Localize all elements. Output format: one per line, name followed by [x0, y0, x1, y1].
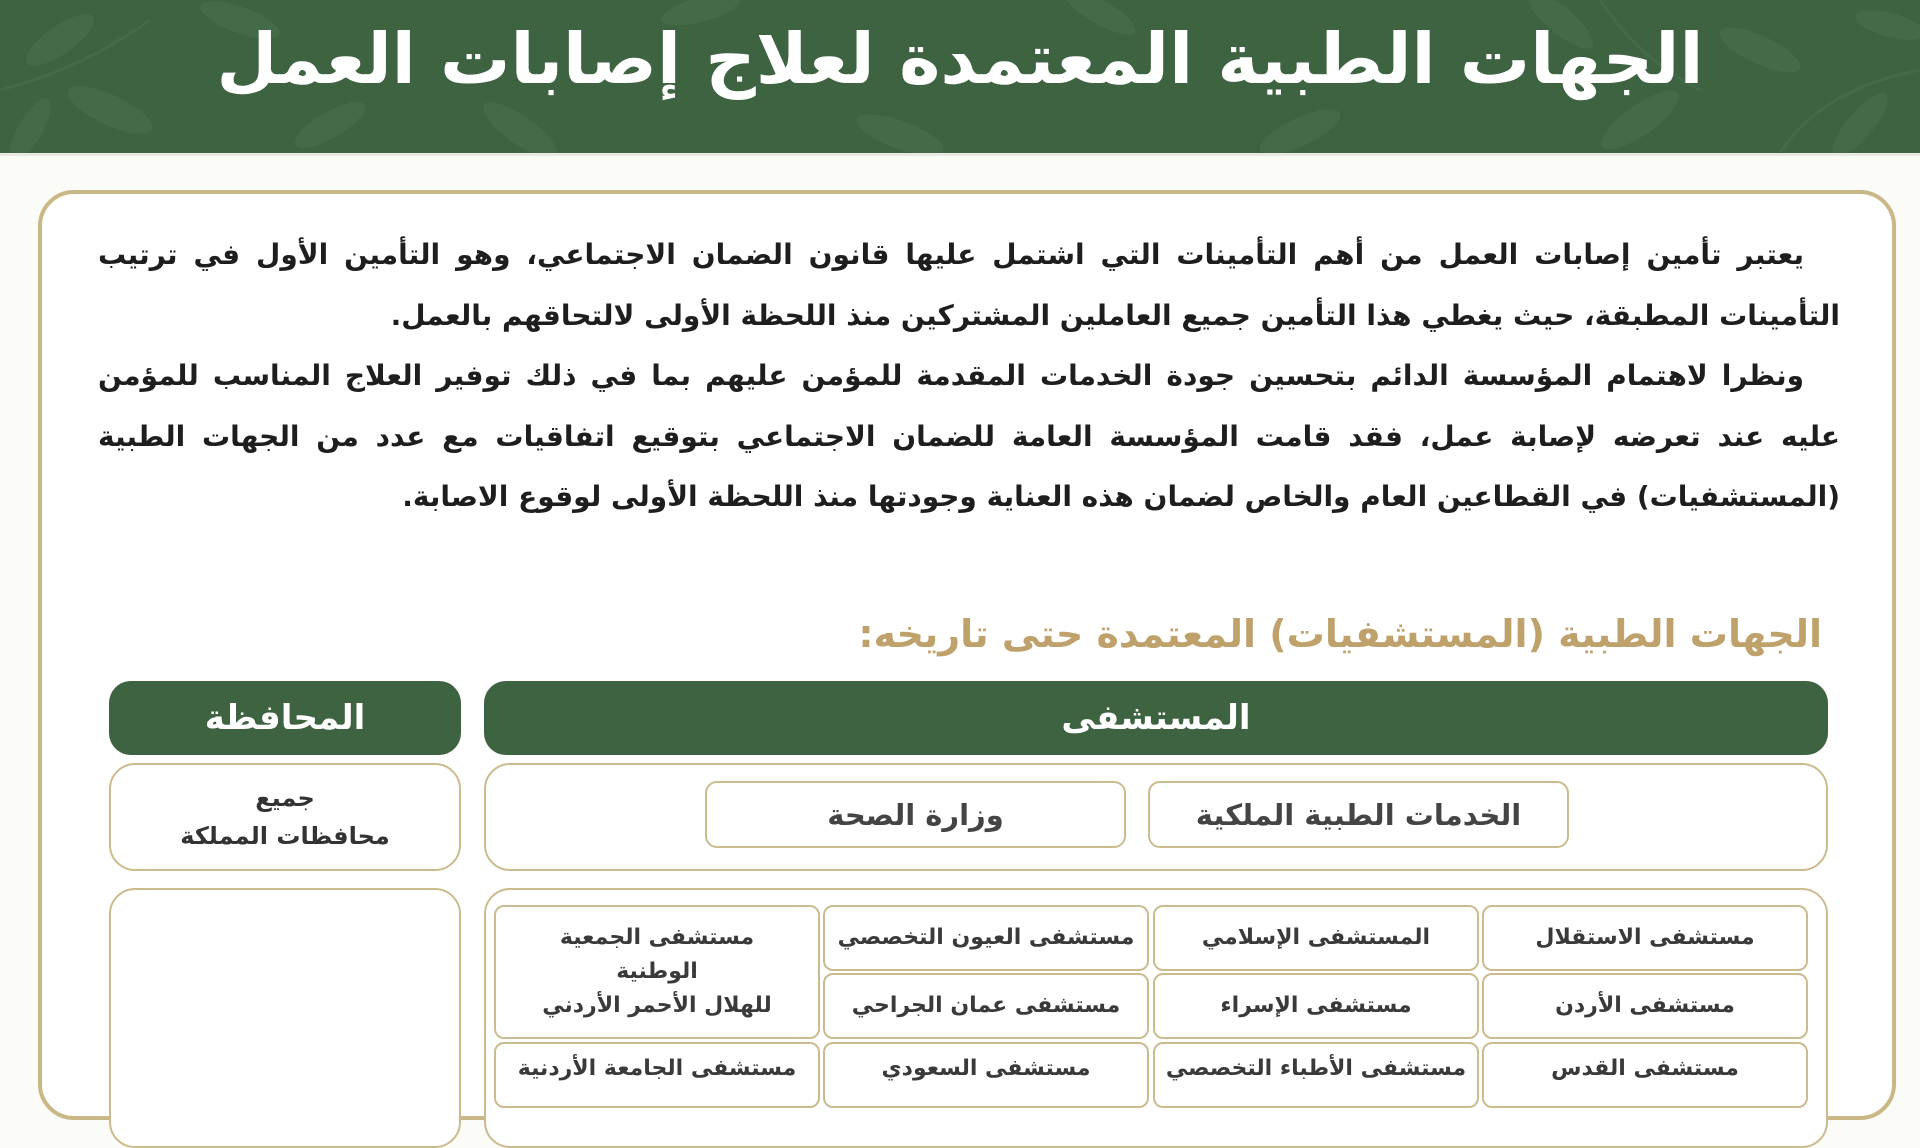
hospital-cell: مستشفى الاستقلال	[1482, 905, 1808, 971]
header-banner	[0, 0, 1920, 156]
hospital-cell: مستشفى العيون التخصصي	[823, 905, 1149, 971]
hospital-cell: مستشفى السعودي	[823, 1042, 1149, 1108]
page-title: الجهات الطبية المعتمدة لعلاج إصابات العمل	[216, 18, 1704, 100]
hospital-cell: مستشفى الأطباء التخصصي	[1153, 1042, 1479, 1108]
intro-paragraph-2: ونظرا لاهتمام المؤسسة الدائم بتحسين جودة الخدمات المقدمة للمؤمن عليهم بما في ذلك توفير العلاج المناسب للمؤمن عليه عند تعرضه لإصابة عمل، فقد قامت المؤسسة العامة للضمان الاجتماعي بتوقيع اتفاقيات مع عدد من الجهات الطبية (المستشفيات) في القطاعين العام والخاص لضمان هذه العناية وجودتها منذ اللحظة الأولى لوقوع الاصابة.	[98, 359, 1840, 514]
column-header-governorate: المحافظة	[109, 681, 461, 755]
sector-ministry-of-health: وزارة الصحة	[705, 781, 1126, 848]
governorate-cell-all	[109, 763, 461, 871]
section-heading: الجهات الطبية (المستشفيات) المعتمدة حتى تاريخه:	[858, 612, 1822, 656]
governorate-line-1: جميع	[255, 784, 315, 812]
hospital-cell: مستشفى عمان الجراحي	[823, 973, 1149, 1039]
hospital-cell: مستشفى الإسراء	[1153, 973, 1479, 1039]
hospital-cell: المستشفى الإسلامي	[1153, 905, 1479, 971]
intro-paragraph-1: يعتبر تأمين إصابات العمل من أهم التأمينات التي اشتمل عليها قانون الضمان الاجتماعي، وهو التأمين الأول في ترتيب التأمينات المطبقة، حيث يغطي هذا التأمين جميع العاملين المشتركين منذ اللحظة الأولى لالتحاقهم بالعمل.	[98, 238, 1840, 332]
column-header-hospital: المستشفى	[484, 681, 1828, 755]
hospital-cell: مستشفى القدس	[1482, 1042, 1808, 1108]
hospital-cell: مستشفى الأردن	[1482, 973, 1808, 1039]
intro-text	[98, 225, 1840, 528]
hospital-cell: مستشفى الجامعة الأردنية	[494, 1042, 820, 1108]
hospital-cell-red-crescent	[494, 905, 820, 1039]
governorate-cell-row-2	[109, 888, 461, 1148]
hospital-name-line: مستشفى الجمعية	[559, 925, 755, 950]
hospital-name-line: للهلال الأحمر الأردني	[542, 993, 772, 1018]
sector-royal-medical-services: الخدمات الطبية الملكية	[1148, 781, 1569, 848]
hospital-name-line: الوطنية	[616, 959, 698, 984]
governorate-line-2: محافظات المملكة	[180, 822, 390, 850]
